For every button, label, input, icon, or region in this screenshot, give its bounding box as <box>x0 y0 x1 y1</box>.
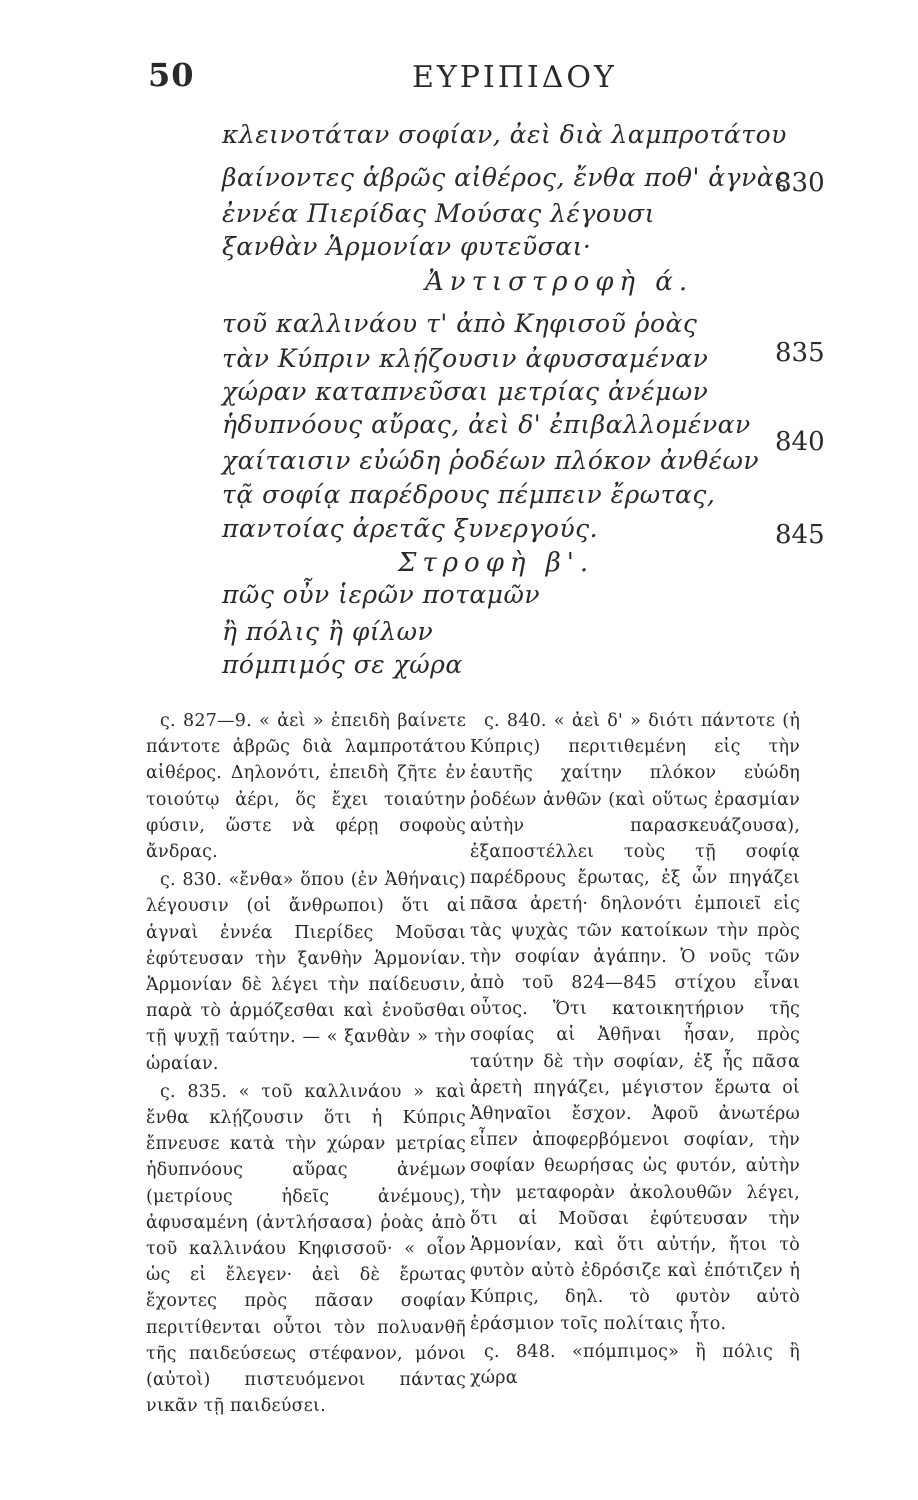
verse-line: παντοίας ἀρετᾶς ξυνεργούς. <box>222 514 599 543</box>
verse-line: πῶς οὖν ἱερῶν ποταμῶν <box>222 580 541 609</box>
verse-line: βαίνοντες ἁβρῶς αἰθέρος, ἔνθα ποθ' ἁγνὰς <box>222 163 789 192</box>
verse-line: κλεινοτάταν σοφίαν, ἀεὶ διὰ λαμπροτάτου <box>222 120 787 149</box>
commentary-note: ς. 848. «πόμπιμος» ἢ πόλις ἢ χώρα <box>470 1341 800 1389</box>
line-number: 835 <box>775 338 825 368</box>
line-number: 840 <box>775 427 825 457</box>
notes-left-column <box>146 708 466 1421</box>
verse-line: ἐννέα Πιερίδας Μούσας λέγουσι <box>222 199 656 228</box>
strophe-heading: Στροφὴ β'. <box>398 548 595 578</box>
verse-line: πόμπιμός σε χώρα <box>222 650 463 679</box>
verse-line: ξανθὰν Ἁρμονίαν φυτεῦσαι· <box>222 232 592 261</box>
antistrophe-heading: Ἀντιστροφὴ ά. <box>425 267 694 297</box>
verse-line: τοῦ καλλινάου τ' ἀπὸ Κηφισοῦ ῥοὰς <box>222 309 698 338</box>
verse-line: τᾷ σοφίᾳ παρέδρους πέμπειν ἔρωτας, <box>222 480 716 509</box>
line-number: 830 <box>775 168 825 198</box>
line-number: 845 <box>775 520 825 550</box>
running-head: ΕΥΡΙΠΙΔΟΥ <box>412 60 617 95</box>
commentary-note: ς. 840. « ἀεὶ δ' » διότι πάντοτε (ἡ Κύπρις) περιτιθεμένη εἰς τὴν ἑαυτῆς χαίτην πλόκον εὐώδη ῥοδέων ἀνθῶν (καὶ οὕτως ἐρασμίαν αὐτὴν παρασκευάζουσα), ἐξαποστέλλει τοὺς τῇ σοφίᾳ παρέδρους ἔρωτας, ἐξ ὧν πηγάζει πᾶσα ἀρετή· δηλονότι ἐμποιεῖ εἰς τὰς ψυχὰς τῶν κατοίκων τὴν πρὸς τὴν σοφίαν ἀγάπην. Ὁ νοῦς τῶν ἀπὸ τοῦ 824—845 στίχου εἶναι οὗτος. Ὅτι κατοικητήριον τῆς σοφίας αἱ Ἀθῆναι ἦσαν, πρὸς ταύτην δὲ τὴν σοφίαν, ἐξ ἧς πᾶσα ἀρετὴ πηγάζει, μέγιστον ἔρωτα οἱ Ἀθηναῖοι ἔσχον. Ἀφοῦ ἀνωτέρω εἶπεν ἀποφερβόμενοι σοφίαν, τὴν σοφίαν θεωρήσας ὡς φυτόν, αὐτὴν τὴν μεταφορὰν ἀκολουθῶν λέγει, ὅτι αἱ Μοῦσαι ἐφύτευσαν τὴν Ἁρμονίαν, καὶ ὅτι αὐτήν, ἤτοι τὸ φυτὸν αὐτὸ ἐδρόσιζε καὶ ἐπότιζεν ἡ Κύπρις, δηλ. τὸ φυτὸν αὐτὸ ἐράσμιον τοῖς πολίταις ἦτο. <box>470 711 800 1334</box>
verse-line: τὰν Κύπριν κλῄζουσιν ἀφυσσαμέναν <box>222 344 709 373</box>
verse-line: χαίταισιν εὐώδη ῥοδέων πλόκον ἀνθέων <box>222 446 760 475</box>
verse-line: ἡδυπνόους αὔρας, ἀεὶ δ' ἐπιβαλλομέναν <box>222 410 751 439</box>
commentary-note: ς. 827—9. « ἀεὶ » ἐπειδὴ βαίνετε πάντοτε ἁβρῶς διὰ λαμπροτάτου αἰθέρος. Δηλονότι, ἐπειδὴ ζῆτε ἐν τοιούτῳ ἀέρι, ὅς ἔχει τοιαύτην φύσιν, ὥστε νὰ φέρῃ σοφοὺς ἄνδρας. <box>146 711 466 863</box>
page-number: 50 <box>148 56 195 94</box>
commentary-note: ς. 830. «ἔνθα» ὅπου (ἐν Ἀθήναις) λέγουσιν (οἱ ἄνθρωποι) ὅτι αἱ ἁγναὶ ἐννέα Πιερίδες Μοῦσαι ἐφύτευσαν τὴν ξανθὴν Ἁρμονίαν. Ἁρμονίαν δὲ λέγει τὴν παίδευσιν, παρὰ τὸ ἁρμόζεσθαι καὶ ἑνοῦσθαι τῇ ψυχῇ ταύτην. — « ξανθὰν » τὴν ὡραίαν. <box>146 870 466 1074</box>
commentary-note: ς. 835. « τοῦ καλλινάου » καὶ ἔνθα κλῄζουσιν ὅτι ἡ Κύπρις ἔπνευσε κατὰ τὴν χώραν μετρίας ἡδυπνόους αὔρας ἀνέμων (μετρίους ἡδεῖς ἀνέμους), ἀφυσαμένη (ἀντλήσασα) ῥοὰς ἀπὸ τοῦ καλλινάου Κηφισσοῦ· « οἷον ὡς εἰ ἔλεγεν· ἀεὶ δὲ ἔρωτας ἔχοντες πρὸς πᾶσαν σοφίαν περιτίθενται οὗτοι τὸν πολυανθῆ τῆς παιδεύσεως στέφανον, μόνοι (αὐτοὶ) πιστευόμενοι πάντας νικᾶν τῇ παιδεύσει. <box>146 1081 466 1417</box>
verse-line: χώραν καταπνεῦσαι μετρίας ἀνέμων <box>222 377 709 406</box>
notes-right-column <box>470 708 800 1393</box>
verse-line: ἢ πόλις ἢ φίλων <box>222 617 434 646</box>
